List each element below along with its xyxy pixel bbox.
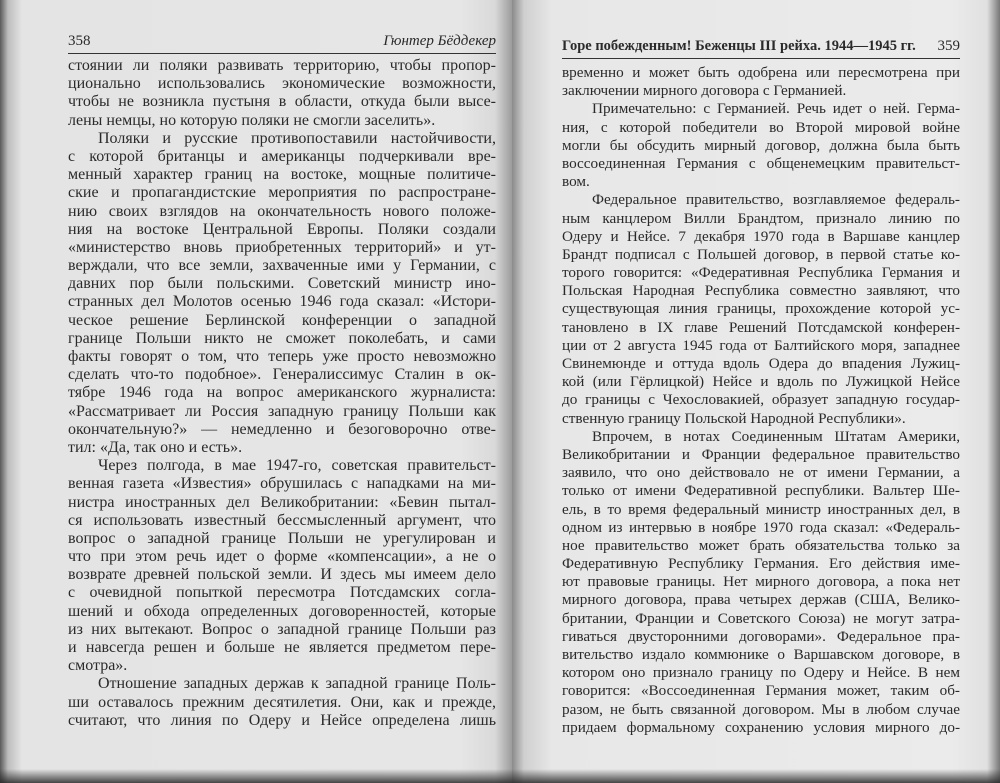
- scan-edge-shadow: [0, 769, 1000, 783]
- text-line: Великобритании и Франции федеральное правительство: [562, 445, 960, 463]
- text-line: возврате древней польской земли. И здесь мы имеем дело: [68, 566, 496, 584]
- text-line: до границы с Чехословакией, образует западную государ-: [562, 391, 960, 409]
- text-line: Федеральное правительство, возглавляемое федераль-: [592, 191, 960, 209]
- page-body: [562, 64, 960, 737]
- text-line: верждали, что все земли, захваченные ими у Германии, с: [68, 257, 496, 275]
- paragraph: [68, 457, 496, 675]
- text-line: заключении мирного договора с Германией.: [562, 82, 847, 100]
- text-line: кой (или Гёрлицкой) Нейсе и вдоль по Лужицкой Нейсе: [562, 373, 960, 391]
- text-line: могли бы обсудить мирный договор, должна была быть: [562, 136, 960, 154]
- text-line: воссоединенная Германия с общенемецким правительст-: [562, 154, 960, 172]
- text-line: лены немцы, но которую поляки не смогли заселить».: [68, 111, 436, 129]
- text-line: ционально использовались экономические возможности,: [68, 75, 496, 93]
- text-line: мирного договора, права четырех держав (США, Велико-: [562, 591, 960, 609]
- text-line: ся использовать известный бессмысленный аргумент, что: [68, 511, 496, 529]
- text-line: с которой британцы и американцы подчеркивали вре-: [68, 147, 496, 165]
- text-line: существующая линия границы, прохождение которой ус-: [562, 300, 960, 318]
- text-line: Через полгода, в мае 1947-го, советская правительст-: [98, 457, 496, 475]
- text-line: Поляки и русские противопоставили настойчивости,: [98, 129, 496, 147]
- paragraph: [562, 64, 960, 100]
- text-line: котором оно признало границу по Одеру и Нейсе. В нем: [562, 664, 960, 682]
- text-line: что при этом речь идет о форме «компенсации», а не о: [68, 548, 496, 566]
- text-line: тановлено в IX главе Решений Потсдамской конферен-: [562, 318, 960, 336]
- text-line: Федеративную Республику Германия. Его действия име-: [562, 555, 960, 573]
- paragraph: [562, 100, 960, 191]
- page-header: [68, 33, 496, 54]
- text-line: ель, в то время федеральный министр иностранных дел, в: [562, 500, 960, 518]
- text-line: сделать что-то подобное». Генералиссимус Сталин в ок-: [68, 366, 496, 384]
- text-line: гиваться двусторонними договорами». Федеральное пра-: [562, 627, 960, 645]
- page-number: 358: [68, 33, 91, 49]
- text-line: нию своих взглядов на окончательность нового положе-: [68, 202, 496, 220]
- text-line: Примечательно: с Германией. Речь идет о ней. Герма-: [592, 100, 960, 118]
- text-line: разом, не быть связанной договором. Мы в любом случае: [562, 700, 960, 718]
- text-line: ным канцлером Вилли Брандтом, признало линию по: [562, 209, 960, 227]
- running-head-author: Гюнтер Бёддекер: [383, 33, 496, 49]
- text-line: стоянии ли поляки развивать территорию, чтобы пропор-: [68, 57, 496, 74]
- text-line: считают, что линия по Одеру и Нейсе определена лишь: [68, 711, 496, 729]
- text-line: придаем формальному сохранению условия мирного до-: [562, 718, 960, 736]
- text-line: Отношение западных держав к западной границе Поль-: [98, 675, 496, 693]
- text-line: вом.: [562, 173, 590, 191]
- text-line: «министерство вновь приобретенных территорий» и ут-: [68, 238, 496, 256]
- page-header: [562, 38, 960, 59]
- right-page: [512, 0, 1000, 783]
- text-line: странных дел Молотов осенью 1946 года сказал: «Истори-: [68, 293, 496, 311]
- text-line: Польская Народная Республика совместно заявляют, что: [562, 282, 960, 300]
- text-line: тябре 1946 года на вопрос американского журналиста:: [68, 384, 496, 402]
- text-line: тил: «Да, так оно и есть».: [68, 438, 243, 456]
- text-line: вительство издало коммюнике о Варшавском договоре, в: [562, 646, 960, 663]
- text-line: из них вытекают. Вопрос о западной границе Польши раз: [68, 620, 496, 638]
- text-line: чтобы не возникла пустыня в области, откуда были высе-: [68, 93, 496, 111]
- text-line: ют правовые границы. Нет мирного договора, а пока нет: [562, 573, 960, 591]
- text-line: говорится: «Воссоединенная Германия может, таким об-: [562, 682, 960, 700]
- text-line: Брандт подписал с Польшей договор, в первой статье ко-: [562, 245, 960, 263]
- paragraph: [68, 57, 496, 130]
- text-line: ное правительство может брать обязательства только за: [562, 536, 960, 554]
- paragraph: [562, 191, 960, 427]
- text-line: нистра иностранных дел Великобритании: «Бевин пытал-: [68, 493, 496, 511]
- text-line: давних пор были польскими. Советский министр ино-: [68, 275, 496, 293]
- text-line: ские и пропагандистские мероприятия по распростране-: [68, 184, 496, 202]
- text-line: ши оставалось прежним десятилетия. Они, как и прежде,: [68, 693, 496, 711]
- text-line: вопрос о западной границе Польши не урегулирован и: [68, 529, 496, 547]
- text-line: менный характер границ на востоке, мощные политиче-: [68, 166, 496, 184]
- text-line: временно и может быть одобрена или пересмотрена при: [562, 64, 960, 81]
- text-line: смотра».: [68, 657, 128, 675]
- page-body: [68, 57, 496, 730]
- paragraph: [68, 675, 496, 730]
- text-line: венная газета «Известия» обрушилась с нападками на ми-: [68, 475, 496, 493]
- paragraph: [68, 130, 496, 457]
- text-line: ния, с которой победители во Второй мировой войне: [562, 118, 960, 136]
- text-line: и навсегда решен и больше не является предметом пере-: [68, 639, 496, 656]
- text-line: заявило, что оно действовало не от имени Германии, а: [562, 464, 960, 482]
- text-line: границе Польши никто не сможет поколебать, и сами: [68, 329, 496, 347]
- text-line: «Рассматривает ли Россия западную границу Польши как: [68, 402, 496, 420]
- text-line: только от имени Федеративной республики. Вальтер Ше-: [562, 482, 960, 500]
- running-head-chapter: Горе побежденным! Беженцы III рейха. 1944—1945 гг.: [562, 38, 916, 54]
- text-line: ции от 2 августа 1945 года от Балтийского моря, западнее: [562, 336, 960, 354]
- text-line: шений и обхода определенных договоренностей, которые: [68, 602, 496, 620]
- text-line: с очевидной попыткой пересмотра Потсдамских согла-: [68, 584, 496, 602]
- paragraph: [562, 428, 960, 737]
- text-line: факты говорят о том, что теперь уже просто невозможно: [68, 348, 496, 365]
- text-line: одном из интервью в ноябре 1970 года сказал: «Федераль-: [562, 518, 960, 536]
- text-line: Впрочем, в нотах Соединенным Штатам Америки,: [592, 427, 960, 445]
- text-line: окончательную?» — немедленно и безоговорочно отве-: [68, 420, 496, 438]
- text-line: ческое решение Берлинской конференции о западной: [68, 311, 496, 329]
- text-line: британии, Франции и Советского Союза) не могут затра-: [562, 609, 960, 627]
- text-line: ственную границу Польской Народной Республики».: [562, 409, 906, 427]
- text-line: Свинемюнде и оттуда вдоль Одера до впадения Лужиц-: [562, 355, 960, 372]
- text-line: ния на востоке Центральной Европы. Поляки создали: [68, 220, 496, 238]
- text-line: торого говорится: «Федеративная Республика Германия и: [562, 264, 960, 282]
- text-line: Одеру и Нейсе. 7 декабря 1970 года в Варшаве канцлер: [562, 227, 960, 245]
- page-number: 359: [937, 38, 960, 54]
